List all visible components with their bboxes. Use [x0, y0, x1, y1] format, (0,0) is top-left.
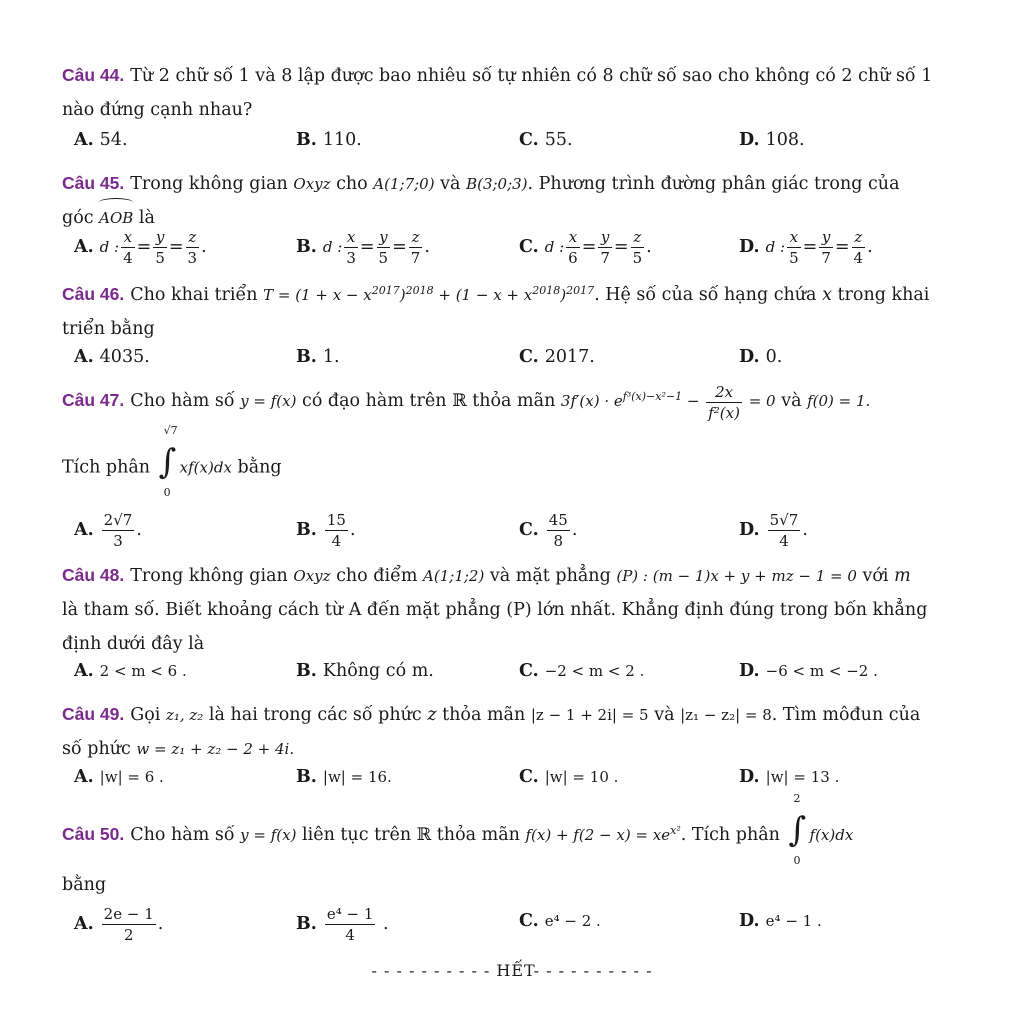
question-text: nào đứng cạnh nhau?: [62, 100, 253, 120]
expansion-expression: $T = (1 + x - x^{2017})^{2018} + (1 - x + x^{2018})^{2017}$: [263, 284, 595, 304]
option-b: B. $\frac{15}{4}$ .: [296, 511, 356, 550]
question-number: Câu 50.: [62, 824, 125, 844]
option-c: C. d : $\frac{x}{6}$ = $\frac{y}{7}$ = $\frac{z}{5}$ .: [519, 228, 652, 267]
option-b: B. Không có m.: [296, 661, 434, 681]
question-47-line2: Tích phân √7 ∫ 0 xf(x)dx bằng: [62, 424, 282, 499]
derivative-equation: $3f'(x) \cdot e^{f^3(x)-x^2-1}$ − $\frac{2x}{\text{f²(x)}}$ = 0: [560, 382, 776, 422]
options-50: [74, 904, 974, 944]
question-number: Câu 45.: [62, 173, 125, 193]
option-a: A. 4035.: [74, 347, 150, 367]
options-45: [74, 227, 974, 267]
option-a: A. |w| = 6 .: [74, 767, 164, 787]
option-d: D. $\frac{5√7}{4}$ .: [739, 511, 808, 550]
option-d: D. −6 < m < −2 .: [739, 661, 878, 681]
options-47: [74, 510, 974, 550]
option-a: A. 2 < m < 6 .: [74, 661, 187, 681]
option-d: D. 108.: [739, 130, 805, 150]
question-45: Câu 45. Trong không gian Oxyz cho A(1;7;0) và B(3;0;3). Phương trình đường phân giác trong của góc AOB là: [62, 166, 966, 235]
question-number: Câu 47.: [62, 390, 125, 410]
question-text: Từ 2 chữ số 1 và 8 lập được bao nhiêu số tự nhiên có 8 chữ số sao cho không có 2 chữ số 1: [130, 66, 933, 86]
integral-sign: √7 ∫ 0: [158, 424, 178, 499]
question-49: Câu 49. Gọi z₁, z₂ là hai trong các số phức z thỏa mãn |z − 1 + 2i| = 5 và |z₁ − z₂| = 8. Tìm môđun của số phức w = z₁ + z₂ − 2 + 4i.: [62, 704, 921, 759]
question-number: Câu 44.: [62, 65, 125, 85]
option-b: B. $\frac{\text{e⁴ − 1}}{4}$ .: [296, 905, 389, 944]
option-a: A. d : $\frac{x}{4}$ = $\frac{y}{5}$ = $\frac{z}{3}$ .: [74, 228, 207, 267]
option-d: D. |w| = 13 .: [739, 767, 840, 787]
question-46: Câu 46. Cho khai triển $T = (1 + x - x^{2017})^{2018} + (1 - x + x^{2018})^{2017}$. Hệ số của số hạng chứa x trong khai triển bằng: [62, 284, 930, 339]
option-c: C. $\frac{45}{8}$ .: [519, 511, 578, 550]
question-48: Câu 48. Trong không gian Oxyz cho điểm A(1;1;2) và mặt phẳng (P) : (m − 1)x + y + mz − 1 = 0 với m là tham số. Biết khoảng cách từ A đến mặt phẳng (P) lớn nhất. Khẳng định đúng trong bốn khẳng định dưới đây là: [62, 565, 928, 654]
question-47: Câu 47. Cho hàm số y = f(x) có đạo hàm trên ℝ thỏa mãn $3f'(x) \cdot e^{f^3(x)-x^2-1}$ − $\frac{2x}{\text{f²(x)}}$ = 0 và f(0) = 1.: [62, 382, 871, 422]
options-48: [74, 654, 974, 688]
question-50: Câu 50. Cho hàm số y = f(x) liên tục trên ℝ thỏa mãn $f(x) + f(2 - x) = xe^{x^2}$. Tích phân 2 ∫ 0 f(x)dx: [62, 791, 854, 867]
question-50-line2: bằng: [62, 875, 107, 895]
options-46: [74, 340, 974, 374]
option-d: D. d : $\frac{x}{5}$ = $\frac{y}{7}$ = $\frac{z}{4}$ .: [739, 228, 873, 267]
option-c: C. 2017.: [519, 347, 595, 367]
option-b: B. |w| = 16.: [296, 767, 392, 787]
question-number: Câu 48.: [62, 565, 125, 585]
angle-aob: AOB: [99, 201, 133, 235]
option-b: B. 110.: [296, 130, 362, 150]
question-44: [62, 58, 966, 127]
integral-sign: 2 ∫ 0: [788, 791, 807, 867]
option-b: B. 1.: [296, 347, 340, 367]
options-49: [74, 760, 974, 794]
option-d: D. 0.: [739, 347, 783, 367]
option-a: A. $\frac{2e - 1}{2}$ .: [74, 905, 164, 944]
option-b: B. d : $\frac{x}{3}$ = $\frac{y}{5}$ = $\frac{z}{7}$ .: [296, 228, 430, 267]
option-d: D. e⁴ − 1 .: [739, 911, 822, 931]
question-number: Câu 49.: [62, 704, 125, 724]
question-number: Câu 46.: [62, 284, 125, 304]
options-44: [74, 123, 974, 157]
option-c: C. 55.: [519, 130, 573, 150]
option-a: A. $\frac{2√7}{3}$ .: [74, 511, 142, 550]
functional-equation: $f(x) + f(2 - x) = xe^{x^2}$: [525, 824, 681, 844]
option-c: C. e⁴ − 2 .: [519, 911, 601, 931]
option-c: C. −2 < m < 2 .: [519, 661, 645, 681]
option-a: A. 54.: [74, 130, 128, 150]
option-c: C. |w| = 10 .: [519, 767, 619, 787]
end-marker: - - - - - - - - - - HẾT- - - - - - - - - -: [371, 961, 653, 980]
